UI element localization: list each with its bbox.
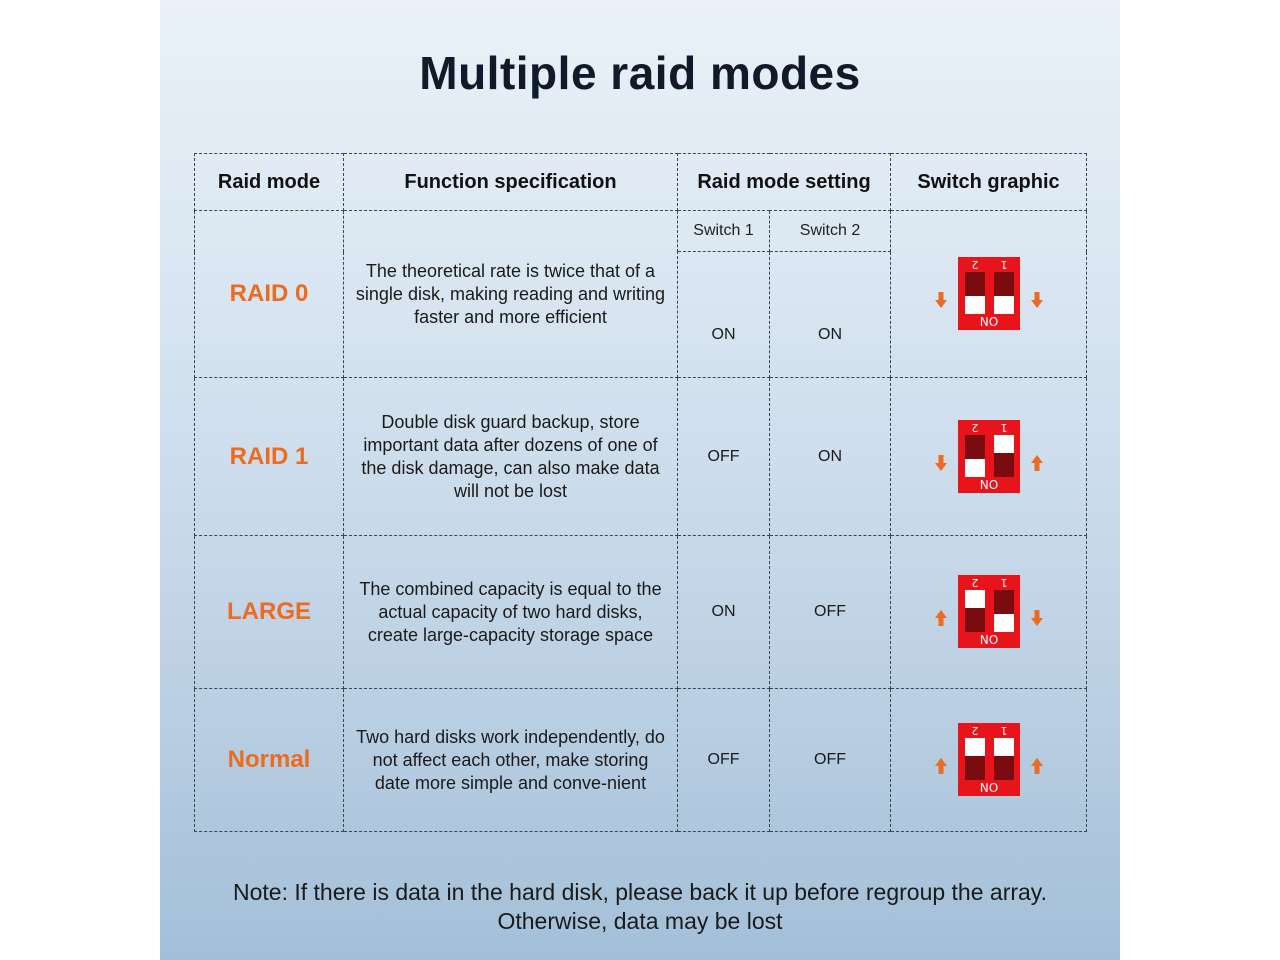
dip-label-2: 2 xyxy=(971,724,979,737)
table-row xyxy=(195,536,1087,689)
subheader-switch-2: Switch 2 xyxy=(770,211,891,252)
dip-label-2: 2 xyxy=(971,258,979,271)
dip-label-1: 1 xyxy=(1000,576,1008,589)
note-line-1: Note: If there is data in the hard disk, please back it up before regroup the array. xyxy=(233,879,1047,905)
page-title: Multiple raid modes xyxy=(419,47,861,99)
dip-label-1: 1 xyxy=(1000,420,1008,434)
header-raid-mode-setting: Raid mode setting xyxy=(678,154,891,211)
infographic-panel xyxy=(160,0,1120,960)
switch-1-value: ON xyxy=(678,252,770,378)
switch-1-value: OFF xyxy=(678,689,770,832)
arrow-down-icon xyxy=(1031,610,1043,626)
raid-mode-table xyxy=(194,153,1087,832)
raid-mode-label: RAID 0 xyxy=(195,211,344,378)
table-row xyxy=(195,211,1087,252)
dip-switch-graphic xyxy=(929,256,1049,332)
switch-1-value: OFF xyxy=(678,378,770,536)
dip-switch-icon xyxy=(958,723,1020,796)
dip-label-on: ON xyxy=(979,632,998,646)
dip-label-2: 2 xyxy=(971,420,979,434)
switch-2-value: OFF xyxy=(770,689,891,832)
function-description: Double disk guard backup, store important data after dozens of one of the disk damage, can also make data will not be lost xyxy=(344,378,678,536)
switch-graphic-cell xyxy=(891,536,1087,689)
dip-label-2: 2 xyxy=(971,576,979,589)
function-description: Two hard disks work independently, do not affect each other, make storing date more simple and conve-nient xyxy=(344,689,678,832)
dip-label-on: ON xyxy=(979,476,998,491)
subheader-switch-1: Switch 1 xyxy=(678,211,770,252)
arrow-down-icon xyxy=(1031,292,1043,308)
dip-switch-graphic xyxy=(929,574,1049,650)
note-line-2: Otherwise, data may be lost xyxy=(497,908,783,934)
raid-mode-label: Normal xyxy=(195,689,344,832)
switch-2-value: ON xyxy=(770,252,891,378)
table-header-row xyxy=(195,154,1087,211)
dip-label-on: ON xyxy=(979,314,998,328)
raid-mode-label: RAID 1 xyxy=(195,378,344,536)
switch-graphic-cell xyxy=(891,689,1087,832)
function-description: The combined capacity is equal to the actual capacity of two hard disks, create large-capacity storage space xyxy=(344,536,678,689)
dip-switch-graphic xyxy=(929,419,1049,495)
dip-label-1: 1 xyxy=(1000,258,1008,271)
arrow-up-icon xyxy=(935,758,947,774)
header-switch-graphic: Switch graphic xyxy=(891,154,1087,211)
arrow-up-icon xyxy=(1031,455,1043,471)
switch-graphic-cell xyxy=(891,211,1087,378)
header-raid-mode: Raid mode xyxy=(195,154,344,211)
dip-switch-icon xyxy=(958,257,1020,330)
dip-label-on: ON xyxy=(979,780,998,794)
raid-mode-label: LARGE xyxy=(195,536,344,689)
arrow-up-icon xyxy=(935,610,947,626)
switch-2-value: OFF xyxy=(770,536,891,689)
switch-2-value: ON xyxy=(770,378,891,536)
switch-1-value: ON xyxy=(678,536,770,689)
arrow-up-icon xyxy=(1031,758,1043,774)
dip-switch-graphic xyxy=(929,722,1049,798)
dip-switch-icon xyxy=(958,420,1020,493)
note-text xyxy=(160,878,1120,936)
arrow-down-icon xyxy=(935,292,947,308)
switch-graphic-cell xyxy=(891,378,1087,536)
function-description: The theoretical rate is twice that of a single disk, making reading and writing faster and more efficient xyxy=(344,211,678,378)
dip-switch-icon xyxy=(958,575,1020,648)
table-row xyxy=(195,689,1087,832)
dip-label-1: 1 xyxy=(1000,724,1008,737)
table-row xyxy=(195,378,1087,536)
header-function-spec: Function specification xyxy=(344,154,678,211)
arrow-down-icon xyxy=(935,455,947,471)
